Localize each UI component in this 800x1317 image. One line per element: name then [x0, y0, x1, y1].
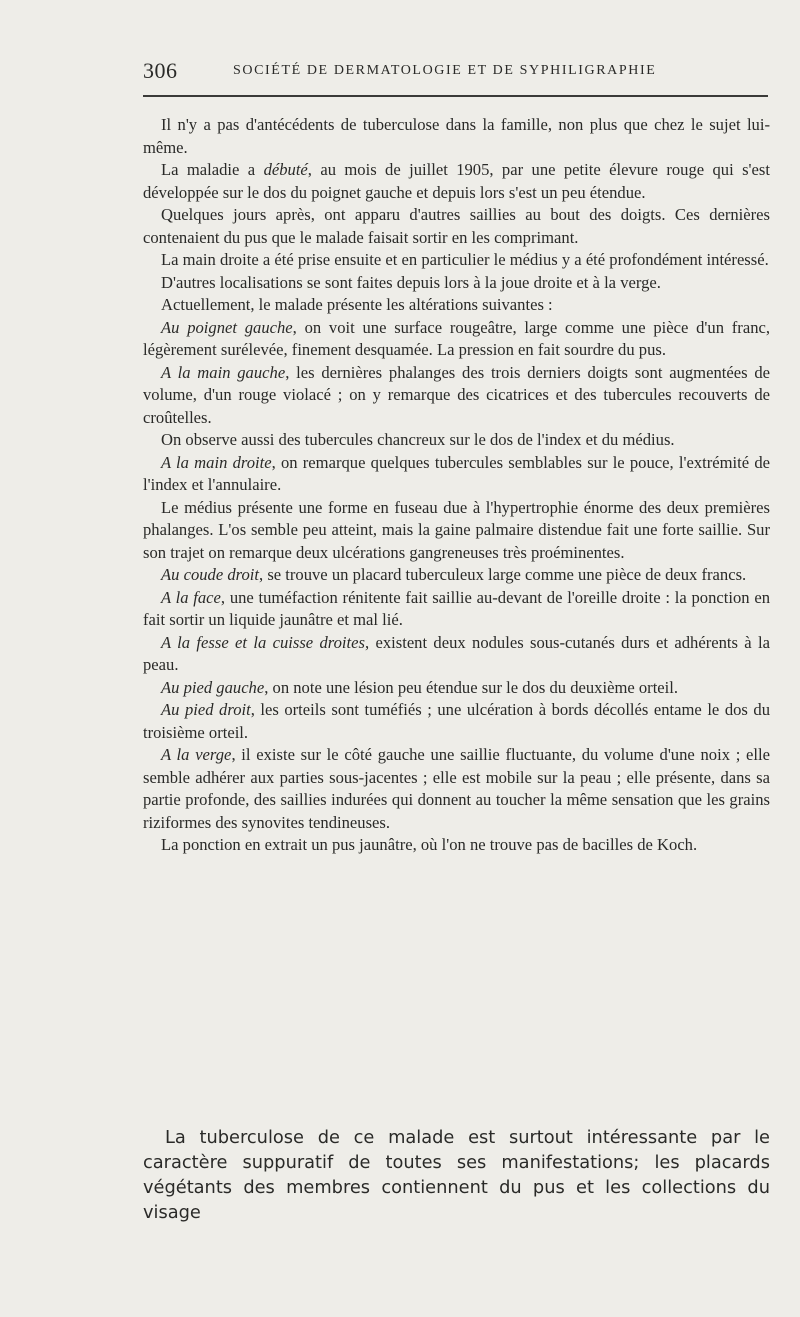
paragraph: A la fesse et la cuisse droites, existent deux nodules sous-cutanés durs et adhérents à la peau. [143, 632, 770, 674]
closing-text [143, 1125, 770, 1225]
paragraph: A la verge, il existe sur le côté gauche une saillie fluctuante, du volume d'une noix ; elle semble adhérer aux parties sous-jacentes ; elle est mobile sur la peau ; elle présente, dans sa partie profonde, des saillies indurées qui donnent au toucher la même sensation que les grains riziformes des synovites tendineuses. [143, 745, 771, 832]
paragraph: Actuellement, le malade présente les altérations suivantes : [161, 295, 553, 314]
paragraph: La main droite a été prise ensuite et en particulier le médius y a été profondément intéressé. [161, 250, 769, 269]
paragraph: La maladie a débuté, au mois de juillet 1905, par une petite élevure rouge qui s'est développée sur le dos du poignet gauche et depuis lors s'est un peu étendue. [143, 160, 770, 202]
paragraph: Quelques jours après, ont apparu d'autres saillies au bout des doigts. Ces dernières contenaient du pus que le malade faisait sortir en les comprimant. [143, 205, 770, 247]
body-text [143, 114, 770, 857]
page-number: 306 [143, 58, 178, 83]
paragraph: A la face, une tuméfaction rénitente fait saillie au-devant de l'oreille droite : la ponction en fait sortir un liquide jaunâtre et mal lié. [143, 587, 770, 629]
paragraph: Il n'y a pas d'antécédents de tuberculose dans la famille, non plus que chez le sujet lui-même. [143, 115, 770, 157]
paragraph: Le médius présente une forme en fuseau due à l'hypertrophie énorme des deux premières phalanges. L'os semble peu atteint, mais la gaine palmaire distendue fait une forte saillie. Sur son trajet on remarque deux ulcérations gangreneuses très proéminentes. [143, 497, 770, 562]
paragraph: Au poignet gauche, on voit une surface rougeâtre, large comme une pièce d'un franc, légèrement surélevée, finement desquamée. La pression en fait sourdre du pus. [143, 317, 771, 359]
paragraph: La ponction en extrait un pus jaunâtre, où l'on ne trouve pas de bacilles de Koch. [161, 835, 698, 854]
paragraph: A la main gauche, les dernières phalanges des trois derniers doigts sont augmentées de volume, d'un rouge violacé ; on y remarque des cicatrices et des tubercules recouverts de croûtelles. [143, 362, 770, 427]
running-head: SOCIÉTÉ DE DERMATOLOGIE ET DE SYPHILIGRAPHIE [233, 63, 657, 78]
paragraph: Au pied droit, les orteils sont tuméfiés ; une ulcération à bords décollés entame le dos du troisième orteil. [143, 700, 770, 742]
paragraph: On observe aussi des tubercules chancreux sur le dos de l'index et du médius. [161, 430, 675, 449]
page-header [143, 58, 768, 84]
paragraph: Au pied gauche, on note une lésion peu étendue sur le dos du deuxième orteil. [161, 677, 679, 697]
paragraph: D'autres localisations se sont faites depuis lors à la joue droite et à la verge. [161, 272, 661, 292]
paragraph: A la main droite, on remarque quelques tubercules semblables sur le pouce, l'extrémité de l'index et l'annulaire. [143, 452, 770, 494]
closing-paragraph: La tuberculose de ce malade est surtout intéressante par le caractère suppuratif de toutes ses manifestations; les placards végétants des membres contiennent du pus et les collections du visage [143, 1127, 770, 1223]
paragraph: Au coude droit, se trouve un placard tuberculeux large comme une pièce de deux francs. [161, 565, 747, 584]
header-rule [143, 95, 768, 97]
